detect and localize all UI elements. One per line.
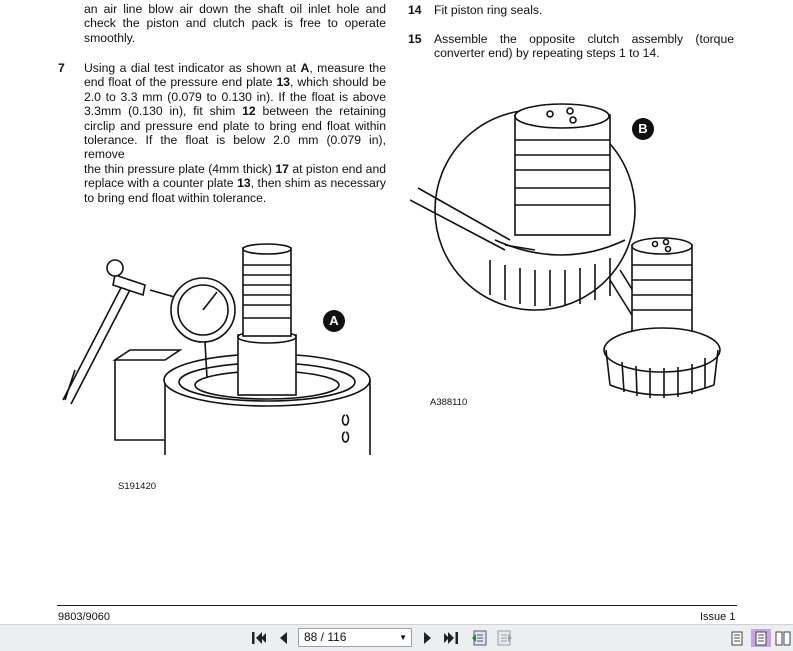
figure-a-illustration: [55, 240, 385, 460]
viewer-toolbar: [0, 624, 793, 651]
text-line: to bring end float within tolerance.: [84, 190, 267, 205]
next-page-button[interactable]: [418, 628, 438, 648]
figure-b-illustration: [410, 100, 730, 400]
previous-view-icon: [471, 630, 489, 646]
single-page-icon: [731, 631, 743, 646]
text-line: Assemble the opposite clutch assembly (torque: [434, 32, 734, 46]
page-number-select[interactable]: [298, 628, 412, 647]
first-page-button[interactable]: [249, 628, 269, 648]
text-line: Using a dial test indicator as shown at A, measure the: [84, 61, 386, 75]
step-15-text: [434, 32, 734, 61]
text-line: tolerance. If the float is below 2.0 mm (0.079 in), remove: [84, 133, 386, 162]
step-14-text: Fit piston ring seals.: [434, 3, 543, 17]
text-line: check the piston and clutch pack is free to operate: [84, 16, 386, 31]
single-page-view-button[interactable]: [727, 629, 747, 647]
next-view-icon: [495, 630, 513, 646]
figure-a-badge: A: [323, 310, 345, 332]
previous-view-button[interactable]: [470, 628, 490, 648]
step-number: 14: [408, 3, 422, 17]
page-number-display: 88 / 116: [304, 630, 347, 644]
footer-rule: [57, 605, 737, 606]
continued-paragraph: [84, 2, 386, 45]
next-page-icon: [422, 631, 434, 645]
step-number: 7: [58, 61, 65, 75]
next-view-button[interactable]: [494, 628, 514, 648]
text-line: smoothly.: [84, 30, 136, 45]
footer-issue: Issue 1: [700, 611, 736, 623]
previous-page-button[interactable]: [273, 628, 293, 648]
step-number: 15: [408, 32, 422, 46]
continuous-view-button[interactable]: [751, 629, 771, 647]
facing-pages-icon: [775, 631, 791, 646]
text-line: an air line blow air down the shaft oil inlet hole and: [84, 2, 386, 16]
first-page-icon: [251, 631, 267, 645]
text-line: end float of the pressure end plate 13, which should be: [84, 75, 386, 90]
text-line: the thin pressure plate (4mm thick) 17 at piston end and: [84, 161, 386, 176]
text-line: replace with a counter plate 13, then shim as necessary: [84, 176, 386, 191]
last-page-icon: [443, 631, 459, 645]
text-line: converter end) by repeating steps 1 to 14.: [434, 46, 660, 61]
previous-page-icon: [277, 631, 289, 645]
figure-b-code: A388110: [430, 397, 468, 408]
text-line: 3.3mm (0.130 in), fit shim 12 between the retaining: [84, 104, 386, 119]
figure-a-code: S191420: [118, 481, 157, 492]
figure-b-badge: B: [632, 118, 654, 140]
text-line: 2.0 to 3.3 mm (0.079 to 0.130 in). If the float is above: [84, 89, 386, 104]
footer-document-number: 9803/9060: [58, 611, 110, 623]
facing-view-button[interactable]: [774, 629, 792, 647]
continuous-page-icon: [755, 631, 767, 646]
chevron-down-icon: ▼: [399, 633, 407, 642]
step-7-text: [84, 61, 386, 205]
text-line: circlip and pressure end plate to bring end float within: [84, 118, 386, 133]
last-page-button[interactable]: [441, 628, 461, 648]
